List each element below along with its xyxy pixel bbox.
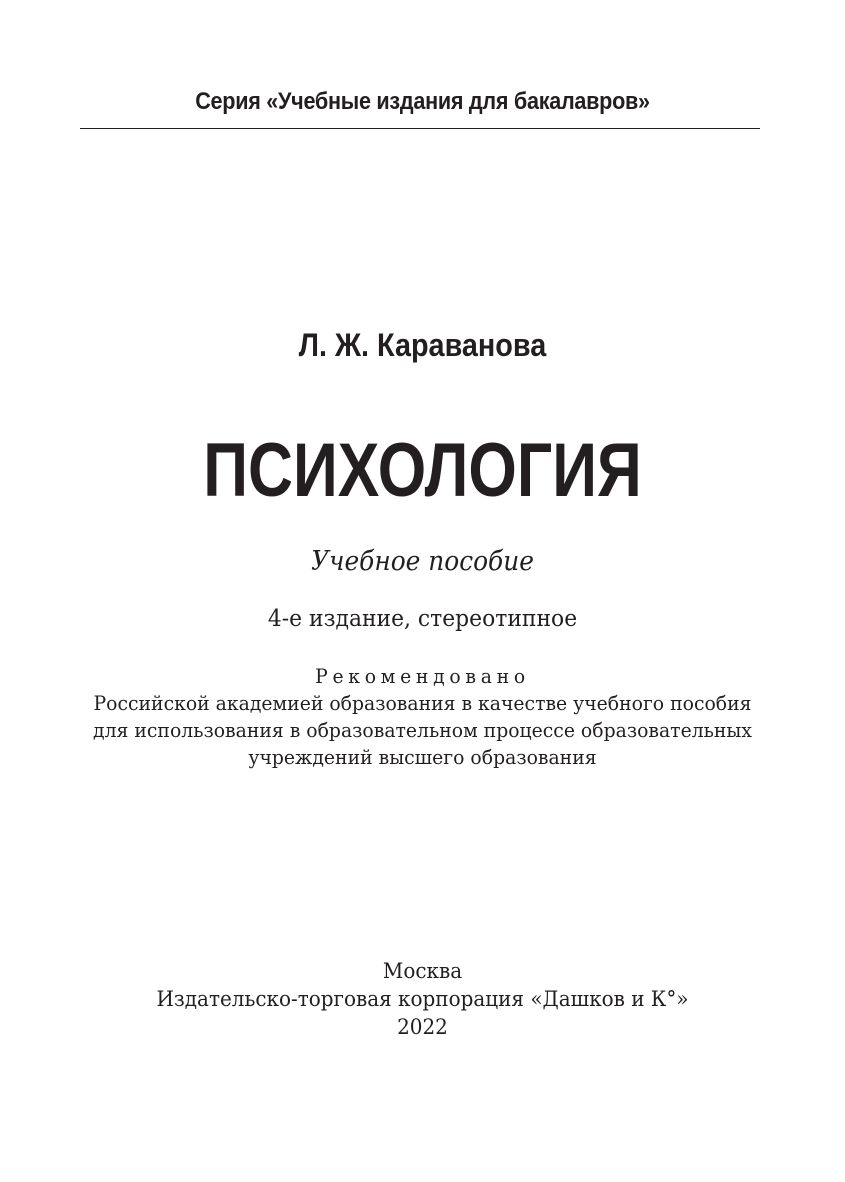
imprint-year: 2022 bbox=[397, 1015, 448, 1039]
recommendation-line: для использования в образовательном процессе образовательных bbox=[93, 718, 752, 742]
recommendation-heading: Рекомендовано bbox=[315, 664, 530, 688]
book-title: ПСИХОЛОГИЯ bbox=[203, 428, 642, 513]
edition-note: 4-е издание, стереотипное bbox=[267, 606, 578, 632]
book-subtitle: Учебное пособие bbox=[311, 546, 534, 577]
author-name: Л. Ж. Караванова bbox=[298, 327, 547, 363]
imprint-city: Москва bbox=[382, 959, 463, 983]
recommendation-block bbox=[0, 663, 845, 771]
imprint-block bbox=[0, 957, 845, 1041]
recommendation-line: Российской академией образования в качестве учебного пособия bbox=[93, 691, 752, 715]
series-heading: Серия «Учебные издания для бакалавров» bbox=[195, 88, 650, 115]
header-divider bbox=[80, 128, 760, 129]
recommendation-line: учреждений высшего образования bbox=[248, 745, 597, 769]
imprint-publisher: Издательско-торговая корпорация «Дашков и К°» bbox=[156, 987, 689, 1011]
